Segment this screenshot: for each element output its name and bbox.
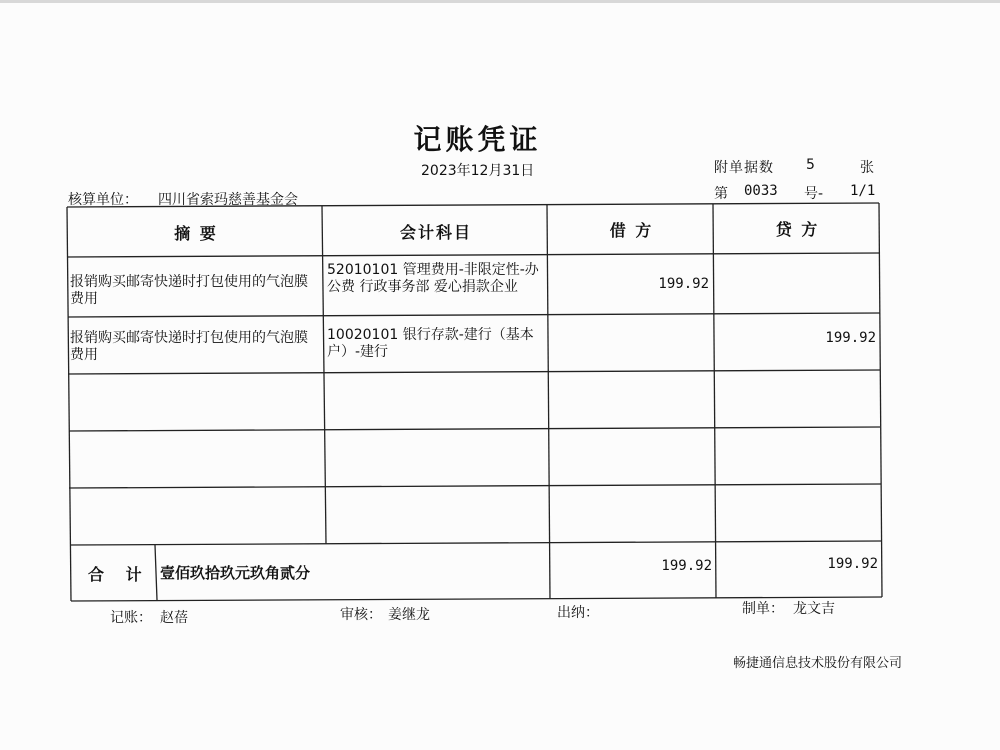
reviewer-label: 审核： (340, 607, 382, 623)
table-right-border (879, 203, 882, 597)
row-line (68, 313, 880, 317)
voucher-number: 0033 (744, 183, 778, 199)
voucher-date: 2023年12月31日 (421, 163, 535, 179)
row-line (69, 427, 880, 431)
row-line (69, 484, 881, 488)
row-line (70, 541, 881, 545)
voucher-page-count: 1/1 (850, 183, 876, 199)
col-line-credit (713, 204, 716, 598)
reviewer-name: 姜继龙 (388, 607, 430, 623)
row1-account: 52010101 管理费用-非限定性-办公费 行政事务部 爱心捐款企业 (327, 262, 539, 295)
voucher-title: 记账凭证 (413, 123, 542, 156)
row-line (67, 253, 879, 257)
table-left-border (67, 207, 71, 601)
col-line-total (155, 545, 157, 600)
voucher-number-prefix: 第 (714, 186, 728, 202)
preparer-name: 龙文吉 (793, 601, 835, 617)
voucher-number-suffix: 号- (804, 186, 824, 202)
row2-credit: 199.92 (825, 330, 876, 346)
row1-debit: 199.92 (658, 276, 709, 292)
table-top-border (67, 203, 879, 207)
header-account: 会计科目 (399, 224, 472, 241)
unit-label: 核算单位： (68, 192, 138, 208)
col-line-account (322, 206, 326, 544)
bookkeeper-label: 记账： (110, 610, 152, 626)
total-debit: 199.92 (661, 558, 712, 574)
cashier-label: 出纳： (557, 605, 599, 621)
preparer-label: 制单： (742, 601, 784, 617)
header-credit: 贷 方 (775, 221, 820, 238)
total-credit: 199.92 (827, 556, 878, 572)
row1-summary: 报销购买邮寄快递时打包使用的气泡膜费用 (70, 274, 308, 307)
row2-summary: 报销购买邮寄快递时打包使用的气泡膜费用 (70, 330, 308, 363)
total-amount-in-words: 壹佰玖拾玖元玖角贰分 (160, 565, 311, 582)
software-company: 畅捷通信息技术股份有限公司 (733, 656, 903, 671)
row2-account: 10020101 银行存款-建行（基本户）-建行 (327, 327, 534, 360)
col-line-debit (547, 205, 550, 599)
attachments-label: 附单据数 (714, 160, 774, 176)
row-line (68, 370, 880, 374)
attachments-unit: 张 (860, 160, 874, 176)
bookkeeper-name: 赵蓓 (160, 610, 188, 626)
total-label: 合 计 (88, 566, 150, 583)
header-summary: 摘 要 (174, 225, 218, 242)
unit-name: 四川省索玛慈善基金会 (158, 192, 298, 208)
attachments-count: 5 (806, 157, 815, 173)
header-debit: 借 方 (609, 222, 654, 239)
